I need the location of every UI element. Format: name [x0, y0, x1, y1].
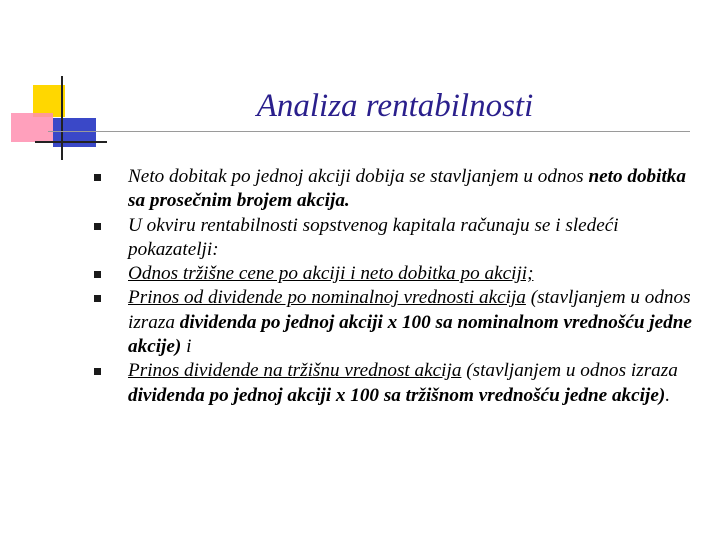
bullet-bold-text: dividenda po jednoj akciji x 100 sa tržišnom vrednošću jedne akcije) [128, 384, 666, 406]
title-divider [48, 131, 690, 132]
bullet-item [94, 286, 704, 359]
bullet-item [94, 262, 704, 286]
logo-horizontal-line [35, 141, 107, 143]
bullet-bold-text: neto dobitka sa prosečnim brojem akcija. [128, 166, 686, 212]
bullet-item [94, 214, 704, 263]
bullet-text: . [665, 384, 671, 406]
square-bullet-icon [94, 271, 101, 278]
bullet-underlined-text: Odnos tržišne cene po akciji i neto dobitka po akciji; [128, 263, 534, 285]
slide-logo-decoration [0, 0, 100, 170]
slide-title: Analiza rentabilnosti [256, 88, 534, 124]
bullet-text: (stavljanjem u odnos izraza [461, 360, 678, 382]
bullet-underlined-text: Prinos dividende na tržišnu vrednost akcija [128, 360, 462, 382]
bullet-list [94, 165, 704, 408]
logo-vertical-line [61, 76, 63, 160]
square-bullet-icon [94, 368, 101, 375]
square-bullet-icon [94, 174, 101, 181]
logo-red-square [11, 113, 53, 142]
square-bullet-icon [94, 223, 101, 230]
bullet-item [94, 359, 704, 408]
bullet-text: U okviru rentabilnosti sopstvenog kapitala računaju se i sledeći pokazatelji: [128, 214, 619, 260]
bullet-text: (stavljanjem u odnos izraza [128, 287, 691, 333]
bullet-text: Neto dobitak po jednoj akciji dobija se stavljanjem u odnos [128, 166, 589, 187]
bullet-bold-text: dividenda po jednoj akciji x 100 sa nominalnom vrednošću jedne akcije) [128, 311, 692, 358]
square-bullet-icon [94, 295, 101, 302]
bullet-item [94, 165, 704, 214]
bullet-text: i [181, 336, 192, 358]
bullet-underlined-text: Prinos od dividende po nominalnoj vrednosti akcija [128, 287, 526, 309]
